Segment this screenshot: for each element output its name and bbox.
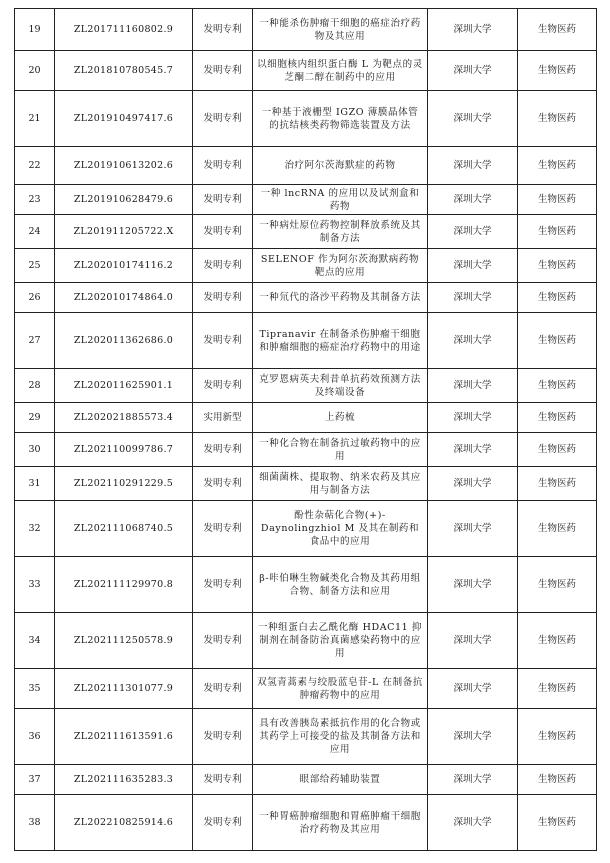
- cell-patent-number: ZL202010174116.2: [55, 249, 193, 283]
- cell-patent-type: 发明专利: [193, 467, 253, 501]
- cell-patent-type: 发明专利: [193, 283, 253, 313]
- cell-patent-type: 发明专利: [193, 51, 253, 91]
- cell-patent-number: ZL202210825914.6: [55, 795, 193, 851]
- cell-patent-type: 发明专利: [193, 795, 253, 851]
- table-row: [15, 283, 597, 313]
- cell-patent-owner: 深圳大学: [428, 283, 518, 313]
- cell-patent-title: 一种化合物在制备抗过敏药物中的应用: [253, 433, 428, 467]
- cell-patent-owner: 深圳大学: [428, 51, 518, 91]
- cell-serial-number: 25: [15, 249, 55, 283]
- cell-patent-title: 双氢青蒿素与绞股蓝皂苷-L 在制备抗肿瘤药物中的应用: [253, 669, 428, 709]
- cell-patent-type: 发明专利: [193, 249, 253, 283]
- cell-technical-field: 生物医药: [518, 147, 597, 185]
- cell-serial-number: 26: [15, 283, 55, 313]
- cell-patent-title: 以细胞核内组织蛋白酶 L 为靶点的灵芝酮二醇在制药中的应用: [253, 51, 428, 91]
- patent-table-body: [15, 9, 597, 851]
- cell-technical-field: 生物医药: [518, 185, 597, 215]
- cell-patent-owner: 深圳大学: [428, 313, 518, 369]
- cell-serial-number: 37: [15, 765, 55, 795]
- cell-patent-type: 发明专利: [193, 147, 253, 185]
- cell-patent-type: 发明专利: [193, 557, 253, 613]
- cell-patent-type: 发明专利: [193, 669, 253, 709]
- cell-serial-number: 31: [15, 467, 55, 501]
- table-row: [15, 215, 597, 249]
- cell-technical-field: 生物医药: [518, 795, 597, 851]
- cell-serial-number: 35: [15, 669, 55, 709]
- cell-serial-number: 38: [15, 795, 55, 851]
- cell-patent-title: 一种组蛋白去乙酰化酶 HDAC11 抑制剂在制备防治真菌感染药物中的应用: [253, 613, 428, 669]
- table-row: [15, 467, 597, 501]
- table-row: [15, 91, 597, 147]
- cell-technical-field: 生物医药: [518, 249, 597, 283]
- cell-patent-type: 发明专利: [193, 765, 253, 795]
- cell-patent-owner: 深圳大学: [428, 369, 518, 403]
- cell-patent-title: 克罗恩病英夫利昔单抗药效预测方法及终端设备: [253, 369, 428, 403]
- cell-patent-type: 发明专利: [193, 369, 253, 403]
- cell-technical-field: 生物医药: [518, 283, 597, 313]
- cell-patent-title: 一种氘代的洛沙平药物及其制备方法: [253, 283, 428, 313]
- cell-patent-type: 发明专利: [193, 613, 253, 669]
- cell-technical-field: 生物医药: [518, 467, 597, 501]
- cell-technical-field: 生物医药: [518, 215, 597, 249]
- table-row: [15, 249, 597, 283]
- cell-patent-number: ZL202111635283.3: [55, 765, 193, 795]
- cell-patent-type: 发明专利: [193, 433, 253, 467]
- cell-patent-title: 细菌菌株、提取物、纳米农药及其应用与制备方法: [253, 467, 428, 501]
- cell-patent-title: 一种胃癌肿瘤细胞和胃癌肿瘤干细胞治疗药物及其应用: [253, 795, 428, 851]
- cell-technical-field: 生物医药: [518, 613, 597, 669]
- cell-patent-title: SELENOF 作为阿尔茨海默病药物靶点的应用: [253, 249, 428, 283]
- cell-patent-number: ZL202111301077.9: [55, 669, 193, 709]
- cell-patent-title: β-咔伯啉生物碱类化合物及其药用组合物、制备方法和应用: [253, 557, 428, 613]
- table-row: [15, 557, 597, 613]
- cell-serial-number: 24: [15, 215, 55, 249]
- cell-patent-owner: 深圳大学: [428, 433, 518, 467]
- cell-technical-field: 生物医药: [518, 501, 597, 557]
- table-row: [15, 613, 597, 669]
- cell-patent-owner: 深圳大学: [428, 709, 518, 765]
- table-row: [15, 709, 597, 765]
- cell-technical-field: 生物医药: [518, 557, 597, 613]
- cell-serial-number: 36: [15, 709, 55, 765]
- cell-patent-owner: 深圳大学: [428, 9, 518, 51]
- table-row: [15, 51, 597, 91]
- cell-serial-number: 23: [15, 185, 55, 215]
- cell-patent-owner: 深圳大学: [428, 669, 518, 709]
- cell-patent-title: 酚性杂萜化合物(+)-Daynolingzhiol M 及其在制药和食品中的应用: [253, 501, 428, 557]
- cell-serial-number: 20: [15, 51, 55, 91]
- cell-serial-number: 32: [15, 501, 55, 557]
- cell-patent-number: ZL201810780545.7: [55, 51, 193, 91]
- cell-patent-type: 实用新型: [193, 403, 253, 433]
- patent-table: [14, 8, 597, 851]
- table-row: [15, 185, 597, 215]
- table-row: [15, 403, 597, 433]
- cell-patent-owner: 深圳大学: [428, 215, 518, 249]
- cell-patent-type: 发明专利: [193, 91, 253, 147]
- cell-serial-number: 33: [15, 557, 55, 613]
- cell-patent-number: ZL201911205722.X: [55, 215, 193, 249]
- cell-patent-title: 一种病灶原位药物控制释放系统及其制备方法: [253, 215, 428, 249]
- cell-technical-field: 生物医药: [518, 51, 597, 91]
- cell-patent-number: ZL202111613591.6: [55, 709, 193, 765]
- cell-patent-owner: 深圳大学: [428, 613, 518, 669]
- cell-patent-number: ZL202110099786.7: [55, 433, 193, 467]
- cell-technical-field: 生物医药: [518, 91, 597, 147]
- cell-patent-number: ZL201910628479.6: [55, 185, 193, 215]
- cell-patent-owner: 深圳大学: [428, 91, 518, 147]
- cell-patent-number: ZL201910497417.6: [55, 91, 193, 147]
- cell-serial-number: 27: [15, 313, 55, 369]
- cell-patent-type: 发明专利: [193, 215, 253, 249]
- table-row: [15, 433, 597, 467]
- cell-patent-number: ZL201910613202.6: [55, 147, 193, 185]
- cell-patent-title: 治疗阿尔茨海默症的药物: [253, 147, 428, 185]
- cell-patent-title: 具有改善胰岛素抵抗作用的化合物或其药学上可接受的盐及其制备方法和应用: [253, 709, 428, 765]
- cell-serial-number: 28: [15, 369, 55, 403]
- cell-patent-type: 发明专利: [193, 9, 253, 51]
- cell-patent-title: 上药梳: [253, 403, 428, 433]
- cell-technical-field: 生物医药: [518, 403, 597, 433]
- cell-patent-number: ZL202111250578.9: [55, 613, 193, 669]
- cell-technical-field: 生物医药: [518, 313, 597, 369]
- cell-patent-number: ZL202021885573.4: [55, 403, 193, 433]
- cell-patent-title: Tipranavir 在制备杀伤肿瘤干细胞和肿瘤细胞的癌症治疗药物中的用途: [253, 313, 428, 369]
- cell-patent-title: 一种 lncRNA 的应用以及试剂盒和药物: [253, 185, 428, 215]
- cell-serial-number: 29: [15, 403, 55, 433]
- cell-patent-number: ZL201711160802.9: [55, 9, 193, 51]
- table-row: [15, 795, 597, 851]
- table-row: [15, 669, 597, 709]
- cell-serial-number: 19: [15, 9, 55, 51]
- table-row: [15, 313, 597, 369]
- cell-patent-type: 发明专利: [193, 313, 253, 369]
- cell-patent-title: 眼部给药辅助装置: [253, 765, 428, 795]
- cell-patent-type: 发明专利: [193, 185, 253, 215]
- cell-technical-field: 生物医药: [518, 433, 597, 467]
- cell-patent-number: ZL202010174864.0: [55, 283, 193, 313]
- table-row: [15, 147, 597, 185]
- cell-serial-number: 21: [15, 91, 55, 147]
- cell-patent-owner: 深圳大学: [428, 185, 518, 215]
- cell-patent-owner: 深圳大学: [428, 403, 518, 433]
- table-row: [15, 501, 597, 557]
- cell-serial-number: 34: [15, 613, 55, 669]
- cell-technical-field: 生物医药: [518, 765, 597, 795]
- cell-patent-owner: 深圳大学: [428, 467, 518, 501]
- cell-patent-owner: 深圳大学: [428, 795, 518, 851]
- cell-technical-field: 生物医药: [518, 369, 597, 403]
- cell-patent-title: 一种能杀伤肿瘤干细胞的癌症治疗药物及其应用: [253, 9, 428, 51]
- cell-serial-number: 22: [15, 147, 55, 185]
- cell-patent-owner: 深圳大学: [428, 557, 518, 613]
- cell-patent-number: ZL202111068740.5: [55, 501, 193, 557]
- cell-patent-title: 一种基于液栅型 IGZO 薄膜晶体管的抗结核类药物筛选装置及方法: [253, 91, 428, 147]
- cell-serial-number: 30: [15, 433, 55, 467]
- table-row: [15, 9, 597, 51]
- cell-technical-field: 生物医药: [518, 669, 597, 709]
- cell-technical-field: 生物医药: [518, 709, 597, 765]
- table-row: [15, 369, 597, 403]
- cell-patent-owner: 深圳大学: [428, 501, 518, 557]
- cell-patent-number: ZL202011362686.0: [55, 313, 193, 369]
- table-row: [15, 765, 597, 795]
- cell-patent-owner: 深圳大学: [428, 147, 518, 185]
- cell-patent-owner: 深圳大学: [428, 765, 518, 795]
- cell-patent-owner: 深圳大学: [428, 249, 518, 283]
- cell-patent-number: ZL202011625901.1: [55, 369, 193, 403]
- cell-patent-number: ZL202111129970.8: [55, 557, 193, 613]
- cell-technical-field: 生物医药: [518, 9, 597, 51]
- cell-patent-number: ZL202110291229.5: [55, 467, 193, 501]
- cell-patent-type: 发明专利: [193, 709, 253, 765]
- cell-patent-type: 发明专利: [193, 501, 253, 557]
